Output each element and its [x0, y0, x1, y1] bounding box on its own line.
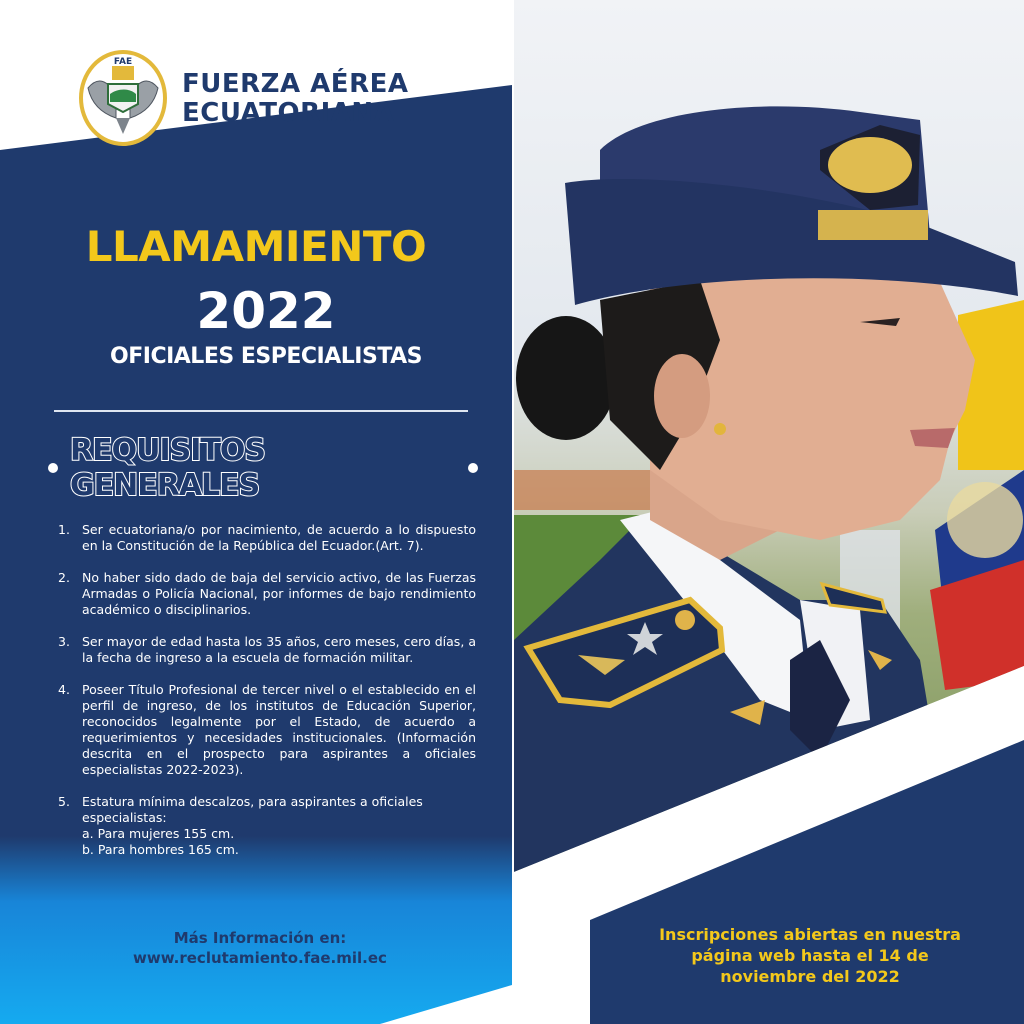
list-item — [58, 794, 476, 858]
list-item — [58, 522, 476, 554]
item-text: Ser mayor de edad hasta los 35 años, cero meses, cero días, a la fecha de ingreso a la escuela de formación militar. — [82, 634, 476, 665]
more-info — [110, 928, 410, 968]
item-text: No haber sido dado de baja del servicio activo, de las Fuerzas Armadas o Policía Nacional, por informes de bajo rendimiento académico o disciplinarios. — [82, 570, 476, 617]
website-link[interactable]: www.reclutamiento.fae.mil.ec — [133, 949, 387, 967]
year-title: 2022 — [196, 282, 336, 340]
item-subpoint-a: a. Para mujeres 155 cm. — [82, 826, 235, 841]
registration-line3: noviembre del 2022 — [720, 967, 900, 986]
item-number: 5. — [58, 794, 70, 809]
requirements-list — [58, 522, 476, 874]
registration-line1: Inscripciones abiertas en nuestra — [659, 925, 961, 944]
bullet-dot-right — [468, 463, 478, 473]
list-item — [58, 682, 476, 778]
item-number: 3. — [58, 634, 70, 649]
more-info-label: Más Información en: — [173, 929, 347, 947]
bullet-dot-left — [48, 463, 58, 473]
item-text: Poseer Título Profesional de tercer nivel o el establecido en el perfil de ingreso, de los institutos de Educación Superior, reconocidos legalmente por el Estado, de acuerdo a requerimientos y necesidades institucionales. (Información descrita en el prospecto para aspirantes a oficiales especialistas 2022-2023). — [82, 682, 476, 777]
registration-notice — [640, 924, 980, 987]
list-item — [58, 634, 476, 666]
item-number: 2. — [58, 570, 70, 585]
emblem-text: FAE — [113, 57, 133, 67]
headline: LLAMAMIENTO — [85, 222, 427, 271]
item-number: 1. — [58, 522, 70, 537]
item-text: Ser ecuatoriana/o por nacimiento, de acuerdo a lo dispuesto en la Constitución de la República del Ecuador.(Art. 7). — [82, 522, 476, 553]
divider-line — [54, 410, 468, 412]
subtitle: OFICIALES ESPECIALISTAS — [110, 344, 422, 369]
org-name-line1: FUERZA AÉREA — [182, 69, 409, 99]
item-text: Estatura mínima descalzos, para aspirantes a oficiales especialistas: — [82, 794, 423, 825]
requirements-heading: REQUISITOS GENERALES — [70, 433, 265, 503]
registration-line2: página web hasta el 14 de — [691, 946, 929, 965]
list-item — [58, 570, 476, 618]
item-number: 4. — [58, 682, 70, 697]
org-name-line2: ECUATORIANA — [182, 98, 395, 128]
item-text-group — [82, 794, 476, 858]
requirements-heading-row — [48, 433, 478, 503]
org-name — [182, 70, 408, 128]
item-subpoint-b: b. Para hombres 165 cm. — [82, 842, 239, 857]
fae-emblem-logo — [78, 48, 168, 146]
